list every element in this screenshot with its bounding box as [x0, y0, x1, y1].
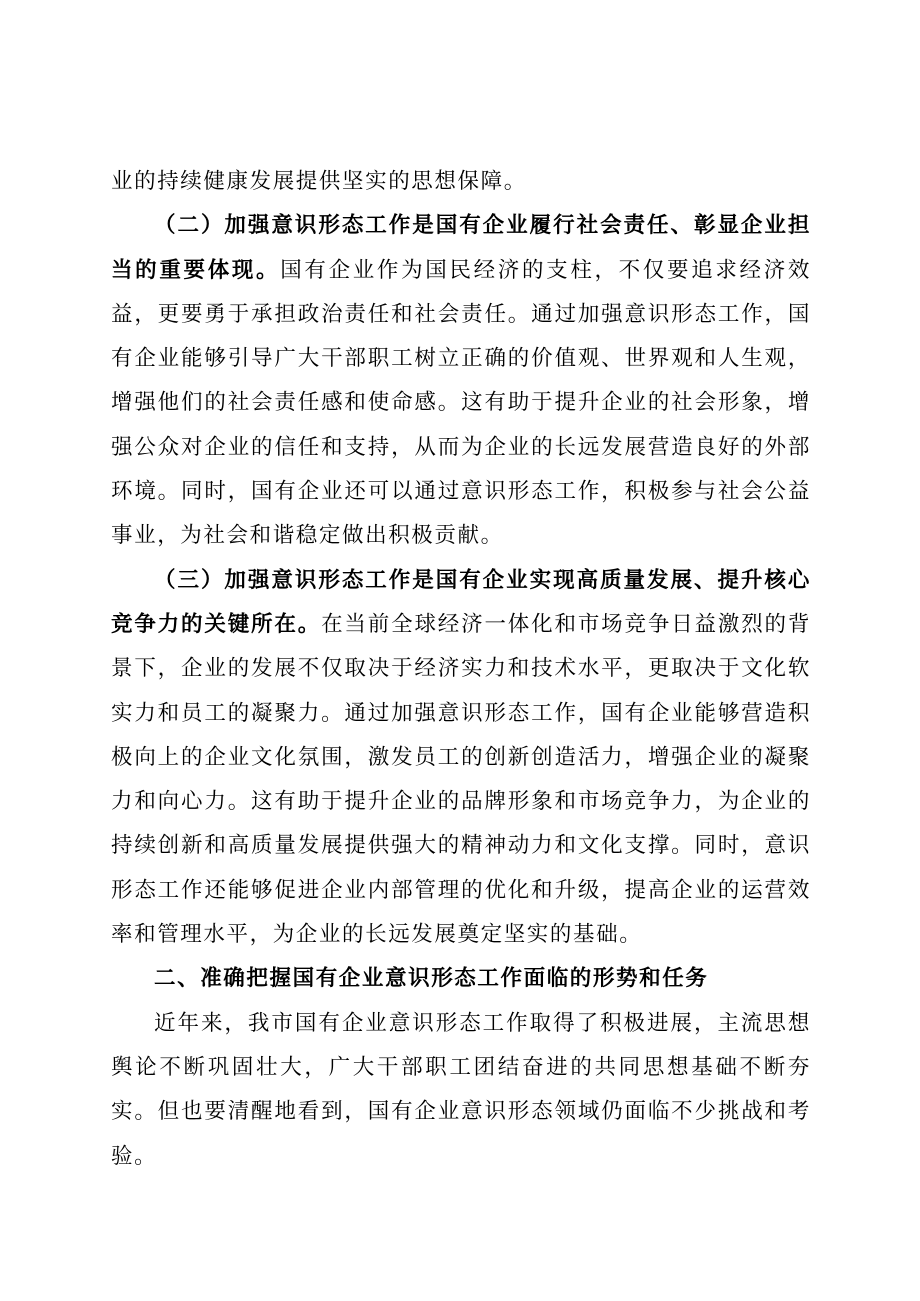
paragraph-social-responsibility — [111, 204, 811, 558]
paragraph-lead-bold: （三）加强意识形态工作是国有企业实现高质量发展、提升核心竞争力的关键所在。 — [111, 567, 811, 637]
paragraph-body: 在当前全球经济一体化和市场竞争日益激烈的背景下，企业的发展不仅取决于经济实力和技术水平，更取决于文化软实力和员工的凝聚力。通过加强意识形态工作，国有企业能够营造积极向上的企业文化氛围，激发员工的创新创造活力，增强企业的凝聚力和向心力。这有助于提升企业的品牌形象和市场竞争力，为企业的持续创新和高质量发展提供强大的精神动力和文化支撑。同时，意识形态工作还能够促进企业内部管理的优化和升级，提高企业的运营效率和管理水平，为企业的长远发展奠定坚实的基础。 — [111, 611, 811, 948]
paragraph-body: 国有企业作为国民经济的支柱，不仅要追求经济效益，更要勇于承担政治责任和社会责任。通过加强意识形态工作，国有企业能够引导广大干部职工树立正确的价值观、世界观和人生观，增强他们的社会责任感和使命感。这有助于提升企业的社会形象，增强公众对企业的信任和支持，从而为企业的长远发展营造良好的外部环境。同时，国有企业还可以通过意识形态工作，积极参与社会公益事业，为社会和谐稳定做出积极贡献。 — [111, 257, 812, 549]
paragraph-text: 业的持续健康发展提供坚实的思想保障。 — [111, 169, 527, 194]
paragraph-text: 近年来，我市国有企业意识形态工作取得了积极进展，主流思想舆论不断巩固壮大，广大干部职工团结奋进的共同思想基础不断夯实。但也要清醒地看到，国有企业意识形态领域仍面临不少挑战和考验。 — [111, 1010, 811, 1169]
paragraph-continuation — [111, 160, 811, 204]
document-page — [111, 160, 811, 1179]
section-heading: 二、准确把握国有企业意识形态工作面临的形势和任务 — [154, 966, 709, 992]
paragraph-situation — [111, 1002, 811, 1179]
paragraph-high-quality-development — [111, 559, 811, 958]
paragraph-lead-bold: （二）加强意识形态工作是国有企业履行社会责任、彰显企业担当的重要体现。 — [111, 213, 811, 283]
